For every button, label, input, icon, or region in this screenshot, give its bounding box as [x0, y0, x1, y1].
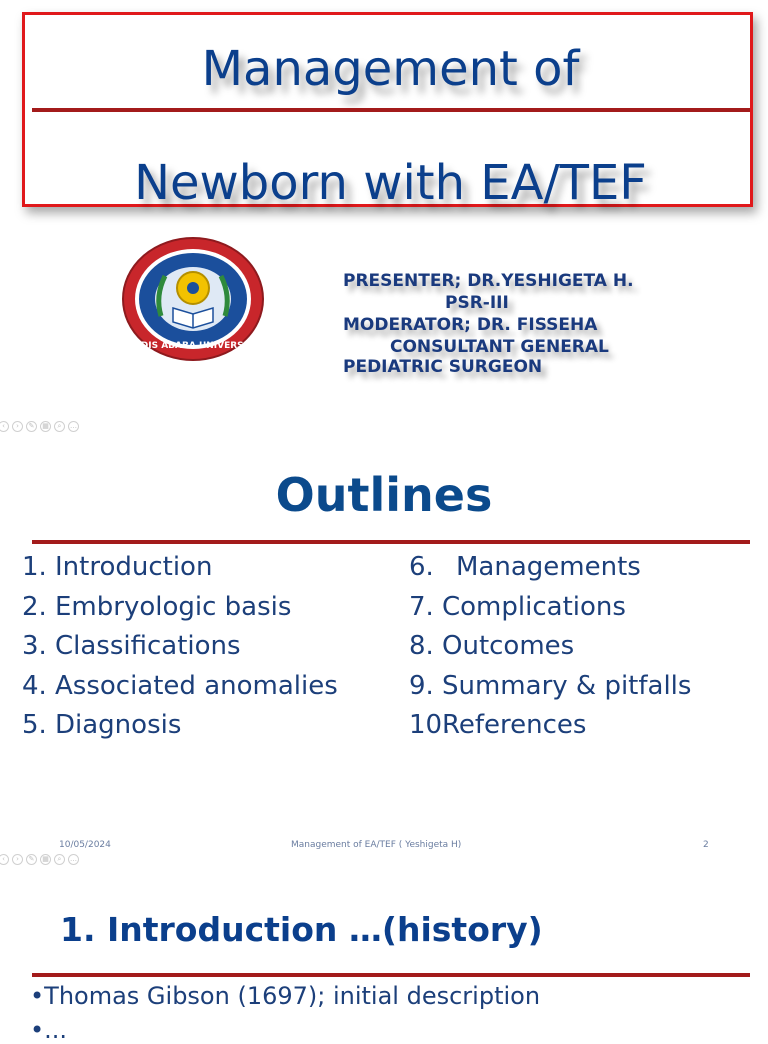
next-icon[interactable]: › — [12, 854, 23, 865]
moderator-role: CONSULTANT GENERAL — [390, 337, 609, 357]
outline-divider — [32, 540, 750, 544]
moderator-specialty: PEDIATRIC SURGEON — [343, 357, 543, 377]
outline-left-column — [22, 548, 338, 746]
slides-icon[interactable]: ▦ — [40, 421, 51, 432]
footer-title: Management of EA/TEF ( Yeshigeta H) — [291, 840, 462, 850]
footer-date: 10/05/2024 — [59, 840, 111, 850]
title-line-1: Management of — [201, 41, 580, 97]
pen-icon[interactable]: ✎ — [26, 421, 37, 432]
outline-item: 6. Managements — [409, 552, 641, 582]
university-seal-icon — [121, 236, 265, 362]
pen-icon[interactable]: ✎ — [26, 854, 37, 865]
outline-slide — [0, 440, 768, 863]
slide-toolbar[interactable] — [0, 852, 128, 866]
title-divider — [32, 108, 750, 112]
title-slide — [0, 0, 768, 430]
introduction-slide — [0, 880, 768, 1044]
more-icon[interactable]: … — [70, 855, 77, 863]
outline-item: 5. Diagnosis — [22, 710, 182, 740]
outline-item: 3. Classifications — [22, 631, 241, 661]
history-bullet: •Thomas Gibson (1697); initial description — [30, 982, 541, 1010]
outline-right-column — [409, 548, 691, 746]
outline-item: 4. Associated anomalies — [22, 670, 338, 701]
title-line-2: Newborn with EA/TEF — [134, 155, 647, 211]
slides-icon[interactable]: ▦ — [40, 854, 51, 865]
presenter-block — [343, 270, 743, 378]
outline-heading: Outlines — [275, 468, 493, 522]
next-icon[interactable]: › — [12, 421, 23, 432]
presenter-name: PRESENTER; DR.YESHIGETA H. — [343, 271, 634, 291]
presenter-role: PSR-III — [445, 293, 509, 313]
introduction-divider — [32, 973, 750, 977]
prev-icon[interactable]: ‹ — [0, 421, 9, 432]
more-icon[interactable]: … — [70, 422, 77, 430]
university-logo — [121, 236, 265, 362]
prev-icon[interactable]: ‹ — [0, 854, 9, 865]
footer-page-number: 2 — [703, 840, 709, 850]
introduction-heading: 1. Introduction …(history) — [60, 910, 543, 949]
slide-toolbar[interactable] — [0, 419, 128, 433]
outline-item: 10.References — [409, 710, 587, 740]
outline-item: 9. Summary & pitfalls — [409, 670, 692, 701]
outline-item: 2. Embryologic basis — [22, 591, 292, 622]
history-bullet-partial: •... — [30, 1016, 68, 1044]
logo-text: ADDIS ABABA UNIVERSITY — [126, 341, 260, 351]
zoom-icon[interactable]: ⌕ — [54, 421, 65, 432]
outline-item: 8. Outcomes — [409, 631, 575, 661]
moderator-name: MODERATOR; DR. FISSEHA — [343, 315, 598, 335]
outline-item: 7. Complications — [409, 591, 626, 622]
zoom-icon[interactable]: ⌕ — [54, 854, 65, 865]
outline-item: 1. Introduction — [22, 552, 213, 582]
